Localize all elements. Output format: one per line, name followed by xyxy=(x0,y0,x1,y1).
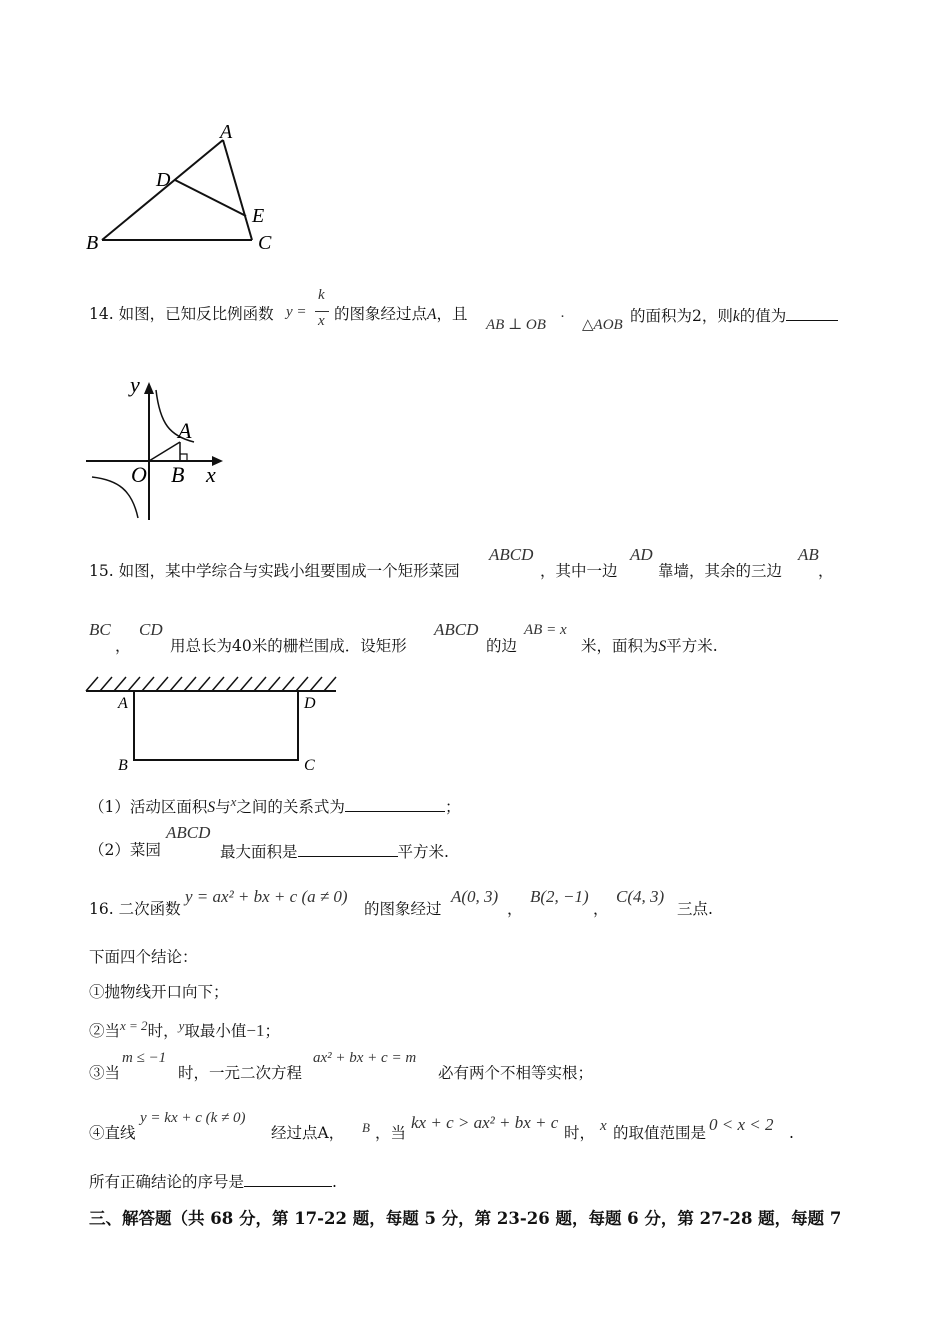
q16-c2-val: −1 xyxy=(246,1021,265,1041)
label-y: y xyxy=(130,372,140,397)
q16-conclusion-2 xyxy=(89,1016,280,1041)
q15-cd: CD xyxy=(139,620,163,639)
q15-sub1-s: S xyxy=(207,799,216,817)
q14-triangle: △AOB xyxy=(582,317,623,333)
q16-c2-c: 取最小值 xyxy=(184,1022,247,1041)
q14-line-c xyxy=(630,304,838,327)
q16-c3-m: m ≤ −1 xyxy=(122,1050,167,1066)
wall-hatching xyxy=(86,677,336,691)
q16-intro: 下面四个结论： xyxy=(89,948,198,966)
q15-sub1 xyxy=(89,792,460,818)
q14-number: 14. xyxy=(89,305,114,323)
q15-line2-text5: 平方米. xyxy=(666,637,718,655)
q16-c3-a: ③当 xyxy=(89,1064,121,1082)
q16-conclusion-1: ①抛物线开口向下； xyxy=(89,983,229,1001)
q14-dot: . xyxy=(561,305,565,321)
q15-sub1-prefix: （1）活动区面积 xyxy=(89,798,208,817)
q16-final-blank[interactable] xyxy=(244,1170,332,1187)
q15-abcd-2: ABCD xyxy=(434,620,479,639)
q15-line2-text3: 的边 xyxy=(486,637,518,655)
q15-sub2-end: 平方米. xyxy=(397,843,449,861)
q14-perp: AB ⊥ OB xyxy=(486,317,546,333)
q14-area: 2 xyxy=(692,307,702,325)
label-d: D xyxy=(156,169,171,191)
q14-text3: ，且 xyxy=(436,305,468,323)
label-c: C xyxy=(258,232,272,254)
triangle-figure xyxy=(80,118,290,258)
label-c: C xyxy=(304,757,315,774)
q15-comma-2: ， xyxy=(115,637,131,655)
q16-text3: 三点. xyxy=(677,900,713,918)
q15-line1-text1: 如图，某中学综合与实践小组要围成一个矩形菜园 xyxy=(118,562,460,580)
q14-text2: 的图象经过点 xyxy=(334,305,428,323)
q16-func: y = ax² + bx + c (a ≠ 0) xyxy=(185,887,348,906)
q15-line1-text3: 靠墙，其余的三边 xyxy=(658,562,783,580)
q16-c4-a: ④直线 xyxy=(89,1124,136,1142)
q16-c4-e: 的取值范围是 xyxy=(613,1124,707,1142)
q15-ab-eq-x: AB = x xyxy=(524,622,567,638)
q14-k: k xyxy=(732,308,740,325)
label-b: B xyxy=(118,757,128,774)
q15-sub1-and: 与 xyxy=(215,798,231,817)
label-b: B xyxy=(86,232,99,254)
q16-c4-x: x xyxy=(600,1118,607,1134)
label-d: D xyxy=(304,695,316,712)
q16-c4-range: 0 < x < 2 xyxy=(709,1115,774,1134)
label-x: x xyxy=(206,462,216,487)
q16-number: 16. xyxy=(89,900,114,918)
q16-pb: B(2, −1) xyxy=(530,887,589,906)
q15-sub2-prefix: （2）菜园 xyxy=(89,841,161,859)
q16-pa: A(0, 3) xyxy=(451,887,499,906)
q16-c2-a: ②当 xyxy=(89,1022,121,1041)
section3-heading: 三、解答题（共 68 分，第 17-22 题，每题 5 分，第 23-26 题，每题 6 分，第 27-28 题，每题 7 xyxy=(89,1209,842,1228)
q14-func-den: x xyxy=(318,313,325,329)
q16-c4-B: B xyxy=(362,1120,370,1135)
q14-point: A xyxy=(427,306,437,323)
q16-c4-d: 时， xyxy=(564,1124,596,1142)
q14-text5: ，则 xyxy=(701,307,733,325)
q15-line2-text4: 米，面积为 xyxy=(581,637,659,655)
q15-sub2-text: 最大面积是 xyxy=(220,843,298,861)
q16-c2-d: ； xyxy=(264,1022,280,1041)
q15-bc: BC xyxy=(89,620,111,639)
q15-sub2 xyxy=(220,840,449,862)
q16-c3-eq: ax² + bx + c = m xyxy=(313,1050,417,1066)
label-e: E xyxy=(252,205,265,227)
q16-c3-b: 时，一元二次方程 xyxy=(178,1064,303,1082)
q15-ad: AD xyxy=(630,545,653,564)
q14-line-b xyxy=(334,304,468,325)
q15-sub1-end: ； xyxy=(444,798,461,817)
segment-ac xyxy=(223,140,252,240)
label-a: A xyxy=(178,418,192,443)
q16-final-text: 所有正确结论的序号是 xyxy=(89,1173,245,1191)
q15-number: 15. xyxy=(89,562,114,580)
q16-c2-y: y xyxy=(178,1018,185,1033)
hyperbola-figure xyxy=(82,372,232,524)
q15-sub1-blank[interactable] xyxy=(345,795,445,812)
label-b: B xyxy=(171,462,185,487)
q15-comma: ， xyxy=(818,562,834,580)
q15-line2-a xyxy=(170,636,407,656)
label-a: A xyxy=(220,121,233,143)
q15-line1 xyxy=(89,561,460,581)
q16-comma-1: ， xyxy=(507,900,523,918)
q16-c2-b: 时， xyxy=(147,1022,179,1041)
q16-c4-c: ，当 xyxy=(375,1124,407,1142)
q14-text1: 如图，已知反比例函数 xyxy=(118,305,274,323)
q15-line2-text2: 米的栅栏围成．设矩形 xyxy=(251,637,407,655)
q16-text1: 二次函数 xyxy=(118,900,181,918)
q15-line1-text2: ，其中一边 xyxy=(540,562,618,580)
q14-text6: 的值为 xyxy=(739,307,787,325)
label-a: A xyxy=(118,695,128,712)
q16-final xyxy=(89,1170,337,1192)
q14-func-lhs: y = xyxy=(286,304,307,320)
q15-line2-text1: 用总长为 xyxy=(170,637,233,655)
q16-comma-2: ， xyxy=(593,900,609,918)
q15-line2-b xyxy=(581,636,718,657)
q14-func-num: k xyxy=(318,287,325,303)
q15-abcd: ABCD xyxy=(489,545,534,564)
label-o: O xyxy=(131,462,147,487)
q15-sub2-blank[interactable] xyxy=(298,840,398,857)
q16-line1 xyxy=(89,899,181,919)
right-angle-mark xyxy=(180,454,187,461)
q16-c4-b: 经过点A， xyxy=(271,1124,345,1142)
q14-text4: 的面积为 xyxy=(630,307,693,325)
q16-pc: C(4, 3) xyxy=(616,887,665,906)
q16-c4-f: . xyxy=(789,1124,794,1142)
q14-fraction-bar xyxy=(315,311,329,312)
q16-c2-x: x = 2 xyxy=(120,1018,148,1033)
q15-sub1-text: 之间的关系式为 xyxy=(236,798,345,817)
q14-answer-blank[interactable] xyxy=(786,304,838,321)
q15-ab: AB xyxy=(798,545,819,564)
q14-line xyxy=(89,304,274,324)
rectangle-figure xyxy=(84,672,340,780)
q16-c4-ineq: kx + c > ax² + bx + c xyxy=(411,1113,559,1132)
y-axis-arrow xyxy=(144,382,154,394)
q15-length: 40 xyxy=(232,637,252,655)
q15-sub1-x: x xyxy=(230,794,237,809)
fence-abcd xyxy=(134,691,298,760)
q16-final-end: . xyxy=(332,1173,337,1191)
q15-sub2-abcd: ABCD xyxy=(166,823,211,842)
q16-c4-line: y = kx + c (k ≠ 0) xyxy=(140,1110,246,1126)
q15-s: S xyxy=(658,638,667,655)
q16-text2: 的图象经过 xyxy=(364,900,442,918)
segment-oa xyxy=(149,442,180,461)
q16-c3-c: 必有两个不相等实根； xyxy=(438,1064,594,1082)
